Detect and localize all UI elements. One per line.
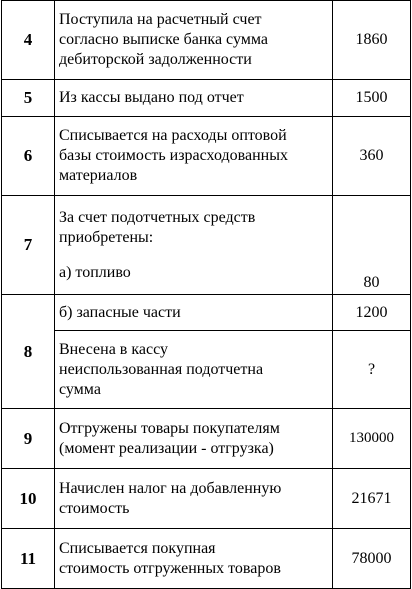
description-line: приобретены:	[59, 228, 154, 246]
row-number: 8	[2, 295, 55, 409]
row-amount: 78000	[333, 529, 411, 589]
description-line: Списывается на расходы оптовой	[59, 127, 287, 144]
table-row	[2, 331, 411, 409]
row-number: 4	[2, 1, 55, 80]
row-amount: 1200	[333, 295, 411, 331]
row-number: 11	[2, 529, 55, 589]
description-line: Внесена в кассу	[59, 340, 168, 358]
description-line: неиспользованная подотчетна	[59, 360, 264, 378]
description-line: материалов	[59, 167, 138, 184]
row-number: 5	[2, 80, 55, 117]
row-number: 6	[2, 117, 55, 196]
row-amount: 360	[333, 117, 411, 196]
row-amount: 80	[333, 196, 411, 295]
table-row	[2, 1, 411, 80]
row-number: 7	[2, 196, 55, 295]
description-line: (момент реализации - отгрузка)	[59, 439, 274, 457]
row-description	[55, 117, 333, 196]
row-description	[55, 409, 333, 469]
description-line: Отгружены товары покупателям	[59, 419, 280, 437]
row-description	[55, 80, 333, 117]
table-row	[2, 409, 411, 469]
row-amount: 130000	[333, 409, 411, 469]
description-line: Списывается покупная	[59, 539, 216, 557]
description-line: согласно выписке банка сумма	[59, 31, 268, 48]
description-line: стоимость	[59, 499, 130, 517]
description-line: б) запасные части	[59, 303, 181, 321]
table-row	[2, 80, 411, 117]
description-line: Начислен налог на добавленную	[59, 479, 282, 497]
table-row	[2, 529, 411, 589]
row-amount: 21671	[333, 469, 411, 529]
table-row	[2, 469, 411, 529]
description-line: За счет подотчетных средств	[59, 208, 256, 226]
description-line: дебиторской задолженности	[59, 51, 252, 68]
row-amount: ?	[333, 331, 411, 409]
description-line: а) топливо	[59, 263, 131, 281]
row-description	[55, 196, 333, 295]
row-description	[55, 331, 333, 409]
row-amount: 1860	[333, 1, 411, 80]
description-line: базы стоимость израсходованных	[59, 147, 288, 164]
row-description	[55, 529, 333, 589]
row-description	[55, 469, 333, 529]
row-number: 10	[2, 469, 55, 529]
description-line: сумма	[59, 380, 101, 398]
table-row	[2, 117, 411, 196]
row-number: 9	[2, 409, 55, 469]
transactions-table	[1, 0, 411, 589]
table-row	[2, 196, 411, 295]
description-line: стоимость отгруженных товаров	[59, 559, 281, 577]
table-row	[2, 295, 411, 331]
row-amount: 1500	[333, 80, 411, 117]
row-description	[55, 1, 333, 80]
description-line: Из кассы выдано под отчет	[59, 89, 244, 106]
row-description	[55, 295, 333, 331]
description-line: Поступила на расчетный счет	[59, 11, 262, 28]
